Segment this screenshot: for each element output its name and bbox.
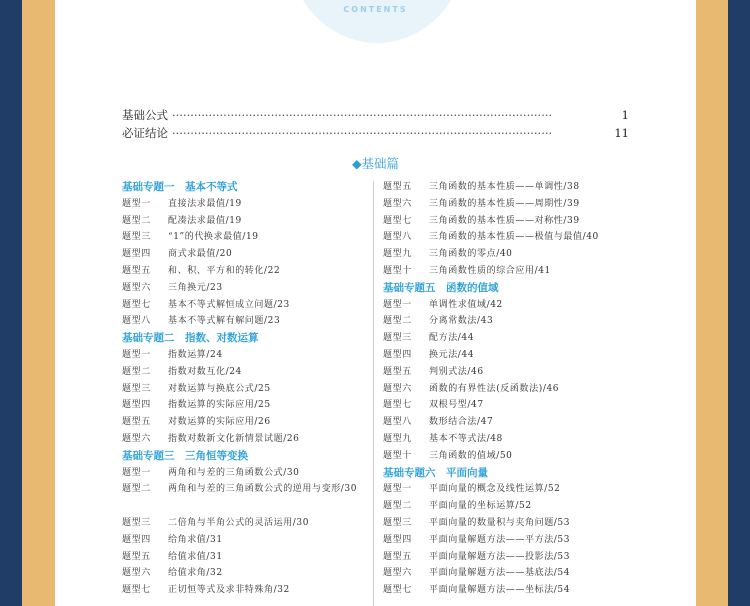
- item-text: 三角函数的基本性质——周期性/39: [429, 198, 580, 209]
- item-text: 双根号型/47: [429, 400, 484, 411]
- toc-item[interactable]: [383, 414, 643, 431]
- toc-item[interactable]: [122, 481, 372, 515]
- item-label: 题型四: [122, 249, 151, 260]
- item-label: 题型七: [383, 585, 412, 596]
- item-text: 平面向量解题方法——平方法/53: [429, 534, 571, 545]
- toc-item[interactable]: [383, 263, 643, 280]
- item-text: 对数运算与换底公式/25: [168, 383, 271, 394]
- item-text: “1”的代换求最值/19: [168, 232, 259, 243]
- item-label: 题型六: [383, 383, 412, 394]
- item-label: 题型四: [383, 349, 412, 360]
- toc-entry-title: 必证结论: [122, 126, 168, 140]
- item-text: 三角函数的基本性质——对称性/39: [429, 215, 580, 226]
- toc-item[interactable]: [383, 515, 643, 532]
- toc-item[interactable]: [383, 179, 643, 196]
- toc-item[interactable]: [383, 549, 643, 566]
- item-text: 给值求角/32: [168, 568, 223, 579]
- item-label: 题型四: [122, 400, 151, 411]
- section-title: ◆基础篇: [351, 156, 400, 171]
- item-label: 题型一: [122, 198, 151, 209]
- item-label: 题型七: [383, 400, 412, 411]
- item-text: 函数的有界性法(反函数法)/46: [429, 383, 560, 394]
- item-text: 指数运算的实际应用/25: [168, 400, 271, 411]
- topic-heading[interactable]: 基础专题三 三角恒等变换: [122, 449, 248, 462]
- item-text: 平面向量的数量积与夹角问题/53: [429, 517, 571, 528]
- toc-item[interactable]: [122, 582, 372, 599]
- item-label: 题型三: [122, 517, 151, 528]
- item-label: 题型六: [122, 568, 151, 579]
- column-divider: [373, 181, 374, 606]
- item-text: 判别式法/46: [429, 366, 484, 377]
- toc-left-column: [122, 179, 372, 599]
- item-text: 基本不等式解恒成立问题/23: [168, 299, 290, 310]
- item-text: 给值求值/31: [168, 551, 223, 562]
- toc-item[interactable]: [122, 196, 372, 213]
- item-label: 题型四: [122, 534, 151, 545]
- toc-item[interactable]: [383, 431, 643, 448]
- toc-item[interactable]: [383, 347, 643, 364]
- item-text: 三角函数的值域/50: [429, 450, 513, 461]
- item-text: 三角函数的基本性质——极值与最值/40: [429, 232, 599, 243]
- toc-item[interactable]: [383, 565, 643, 582]
- toc-item[interactable]: [383, 246, 643, 263]
- toc-item[interactable]: [122, 213, 372, 230]
- toc-item[interactable]: [383, 397, 643, 414]
- toc-item[interactable]: [383, 532, 643, 549]
- toc-item[interactable]: [122, 465, 372, 482]
- toc-item[interactable]: [383, 313, 643, 330]
- toc-item[interactable]: [122, 280, 372, 297]
- contents-page: [55, 0, 696, 606]
- toc-entry-formulas[interactable]: [122, 107, 629, 123]
- item-label: 题型一: [383, 299, 412, 310]
- toc-item[interactable]: [122, 246, 372, 263]
- toc-item[interactable]: [122, 565, 372, 582]
- item-text: 三角换元/23: [168, 282, 223, 293]
- toc-item[interactable]: [383, 213, 643, 230]
- toc-item[interactable]: [122, 347, 372, 364]
- item-text: 两角和与差的三角函数公式/30: [168, 467, 300, 478]
- toc-item[interactable]: [122, 229, 372, 246]
- toc-item[interactable]: [122, 431, 372, 448]
- item-label: 题型六: [122, 282, 151, 293]
- item-text: 和、积、平方和的转化/22: [168, 265, 281, 276]
- item-text: 指数对数新文化新情景试题/26: [168, 433, 300, 444]
- item-label: 题型二: [122, 484, 151, 495]
- toc-item[interactable]: [383, 481, 643, 498]
- item-text: 单调性求值域/42: [429, 299, 503, 310]
- topic-heading[interactable]: 基础专题六 平面向量: [383, 466, 488, 479]
- contents-label: CONTENTS: [343, 5, 408, 14]
- toc-item[interactable]: [122, 364, 372, 381]
- item-text: 三角函数的零点/40: [429, 249, 513, 260]
- toc-item[interactable]: [122, 313, 372, 330]
- item-label: 题型六: [122, 433, 151, 444]
- item-text: 指数运算/24: [168, 349, 223, 360]
- item-label: 题型十: [383, 265, 412, 276]
- item-text: 三角函数的基本性质——单调性/38: [429, 182, 580, 192]
- item-label: 题型八: [383, 417, 412, 428]
- item-text: 平面向量解题方法——投影法/53: [429, 551, 571, 562]
- item-label: 题型三: [383, 517, 412, 528]
- item-text: 指数对数互化/24: [168, 366, 242, 377]
- item-label: 题型十: [383, 450, 412, 461]
- toc-item[interactable]: [122, 397, 372, 414]
- item-label: 题型八: [383, 232, 412, 243]
- item-label: 题型三: [122, 232, 151, 243]
- toc-item[interactable]: [383, 364, 643, 381]
- item-label: 题型三: [122, 383, 151, 394]
- toc-item[interactable]: [383, 448, 643, 465]
- toc-item[interactable]: [383, 582, 643, 599]
- item-text: 商式求最值/20: [168, 249, 233, 260]
- item-label: 题型六: [383, 568, 412, 579]
- item-text: 配凑法求最值/19: [168, 215, 242, 226]
- item-label: 题型五: [383, 182, 412, 192]
- item-label: 题型二: [383, 501, 412, 512]
- toc-item[interactable]: [122, 297, 372, 314]
- item-text: 三角函数性质的综合应用/41: [429, 265, 551, 276]
- toc-item[interactable]: [383, 381, 643, 398]
- item-label: 题型七: [122, 299, 151, 310]
- item-label: 题型六: [383, 198, 412, 209]
- toc-item[interactable]: [383, 498, 643, 515]
- toc-item[interactable]: [122, 381, 372, 398]
- toc-item[interactable]: [122, 263, 372, 280]
- item-label: 题型一: [122, 349, 151, 360]
- item-text: 平面向量的坐标运算/52: [429, 501, 532, 512]
- item-text: 配方法/44: [429, 333, 475, 344]
- toc-entry-conclusions[interactable]: [122, 125, 629, 141]
- item-text: 对数运算的实际应用/26: [168, 417, 271, 428]
- item-label: 题型五: [383, 551, 412, 562]
- toc-item[interactable]: [383, 229, 643, 246]
- item-label: 题型七: [383, 215, 412, 226]
- toc-entry-page: 1: [621, 108, 629, 122]
- item-label: 题型三: [383, 333, 412, 344]
- item-text: 给角求值/31: [168, 534, 223, 545]
- item-label: 题型八: [122, 316, 151, 327]
- toc-item[interactable]: [122, 532, 372, 549]
- item-text: 平面向量解题方法——坐标法/54: [429, 585, 571, 596]
- item-text: 两角和与差的三角函数公式的逆用与变形/30: [168, 484, 358, 495]
- toc-item[interactable]: [383, 196, 643, 213]
- item-label: 题型二: [122, 215, 151, 226]
- topic-heading[interactable]: 基础专题五 函数的值域: [383, 281, 499, 294]
- toc-entry-page: 11: [614, 126, 629, 140]
- item-text: 基本不等式法/48: [429, 433, 503, 444]
- item-label: 题型二: [122, 366, 151, 377]
- toc-right-column: [383, 179, 643, 599]
- topic-heading[interactable]: 基础专题二 指数、对数运算: [122, 332, 259, 345]
- item-label: 题型五: [122, 417, 151, 428]
- toc-item[interactable]: [383, 297, 643, 314]
- item-label: 题型九: [383, 433, 412, 444]
- leader-dots: ········································································································: [172, 126, 553, 140]
- item-text: 直接法求最值/19: [168, 198, 242, 209]
- leader-dots: ········································································································: [172, 108, 553, 122]
- item-text: 换元法/44: [429, 349, 475, 360]
- item-text: 平面向量解题方法——基底法/54: [429, 568, 571, 579]
- item-text: 分离常数法/43: [429, 316, 494, 327]
- item-label: 题型七: [122, 585, 151, 596]
- item-label: 题型五: [383, 366, 412, 377]
- item-text: 数形结合法/47: [429, 417, 494, 428]
- toc-item[interactable]: [383, 330, 643, 347]
- item-text: 基本不等式解有解问题/23: [168, 316, 281, 327]
- item-label: 题型九: [383, 249, 412, 260]
- item-text: 平面向量的概念及线性运算/52: [429, 484, 561, 495]
- item-label: 题型二: [383, 316, 412, 327]
- toc-item[interactable]: [122, 549, 372, 566]
- item-label: 题型一: [383, 484, 412, 495]
- item-label: 题型四: [383, 534, 412, 545]
- item-text: 二倍角与半角公式的灵活运用/30: [168, 517, 310, 528]
- toc-entry-title: 基础公式: [122, 108, 168, 122]
- topic-heading[interactable]: 基础专题一 基本不等式: [122, 181, 238, 193]
- toc-item[interactable]: [122, 515, 372, 532]
- item-label: 题型五: [122, 265, 151, 276]
- item-label: 题型一: [122, 467, 151, 478]
- item-text: 正切恒等式及求非特殊角/32: [168, 585, 290, 596]
- item-label: 题型五: [122, 551, 151, 562]
- toc-item[interactable]: [122, 414, 372, 431]
